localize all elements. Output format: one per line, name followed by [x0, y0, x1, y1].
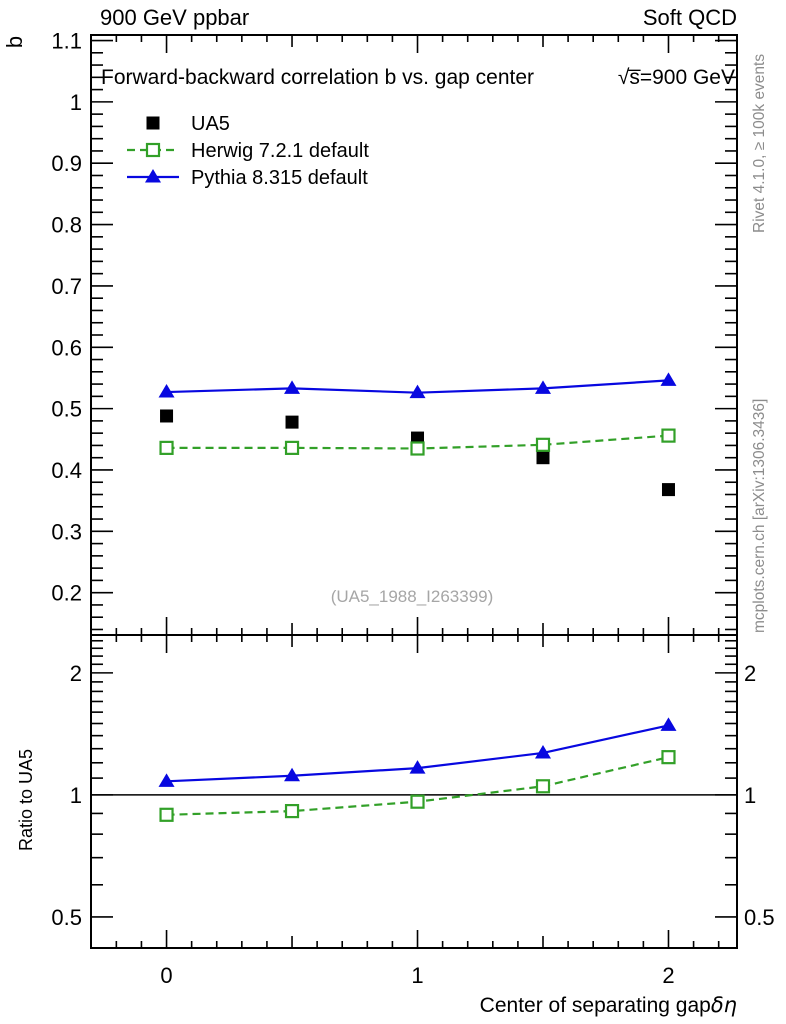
ua5-marker — [662, 483, 675, 496]
x-tick-label: 2 — [662, 963, 675, 988]
legend-label-pythia: Pythia 8.315 default — [191, 167, 368, 189]
herwig-marker-ratio — [161, 809, 173, 821]
herwig-marker — [286, 442, 298, 454]
herwig-marker — [412, 442, 424, 454]
herwig-marker-ratio — [537, 780, 549, 792]
y-tick-label: 1 — [69, 89, 82, 115]
x-axis-title-text: Center of separating gap — [479, 994, 711, 1017]
x-tick-label: 0 — [160, 963, 173, 988]
legend-marker-pythia — [145, 169, 161, 183]
herwig-marker-ratio — [286, 805, 298, 817]
beam-label: 900 GeV ppbar — [100, 5, 250, 30]
pythia-marker — [284, 380, 300, 394]
ua5-marker — [286, 416, 299, 429]
plot-title: Forward-backward correlation b vs. gap center — [101, 66, 535, 89]
ratio-tick-label: 1 — [69, 782, 82, 808]
herwig-marker — [662, 430, 674, 442]
process-group-label: Soft QCD — [642, 5, 737, 30]
y-tick-label: 0.5 — [51, 396, 82, 422]
ratio-tick-label: 0.5 — [744, 904, 775, 930]
ratio-tick-label: 1 — [744, 782, 757, 808]
y-tick-label: 0.3 — [51, 519, 82, 545]
x-axis-title — [480, 993, 737, 1017]
legend-label-herwig: Herwig 7.2.1 default — [191, 140, 369, 162]
y-tick-label: 0.7 — [51, 273, 82, 299]
legend-label-ua5: UA5 — [191, 113, 230, 135]
energy-label: √s̅=900 GeV — [617, 66, 735, 89]
y-tick-label: 0.4 — [51, 457, 82, 483]
herwig-marker-ratio — [412, 796, 424, 808]
analysis-watermark: (UA5_1988_I263399) — [330, 587, 494, 606]
y-tick-label: 0.8 — [51, 212, 82, 238]
rivet-credit: Rivet 4.1.0, ≥ 100k events — [751, 53, 768, 233]
legend-marker-ua5 — [147, 117, 160, 130]
pythia-marker — [660, 372, 676, 386]
legend-marker-herwig — [147, 144, 159, 156]
y-tick-label: 1.1 — [51, 28, 82, 54]
plot-canvas — [51, 29, 774, 988]
herwig-marker — [161, 442, 173, 454]
x-tick-label: 1 — [411, 963, 424, 988]
ua5-marker — [160, 409, 173, 422]
ua5-marker — [536, 451, 549, 464]
mcplots-credit: mcplots.cern.ch [arXiv:1306.3436] — [751, 398, 768, 633]
y-tick-label: 0.2 — [51, 580, 82, 606]
ratio-axis-title: Ratio to UA5 — [16, 748, 36, 852]
main-panel-frame — [91, 35, 737, 635]
ratio-tick-label: 2 — [69, 660, 82, 686]
y-axis-title: b — [2, 35, 27, 49]
ratio-panel-frame — [91, 635, 737, 948]
y-tick-label: 0.9 — [51, 151, 82, 177]
x-axis-title-symbol: δη — [710, 993, 737, 1017]
pythia-marker-ratio — [660, 717, 676, 731]
ratio-tick-label: 0.5 — [51, 904, 82, 930]
y-tick-label: 0.6 — [51, 335, 82, 361]
ratio-tick-label: 2 — [744, 660, 757, 686]
herwig-marker-ratio — [662, 751, 674, 763]
herwig-marker — [537, 439, 549, 451]
